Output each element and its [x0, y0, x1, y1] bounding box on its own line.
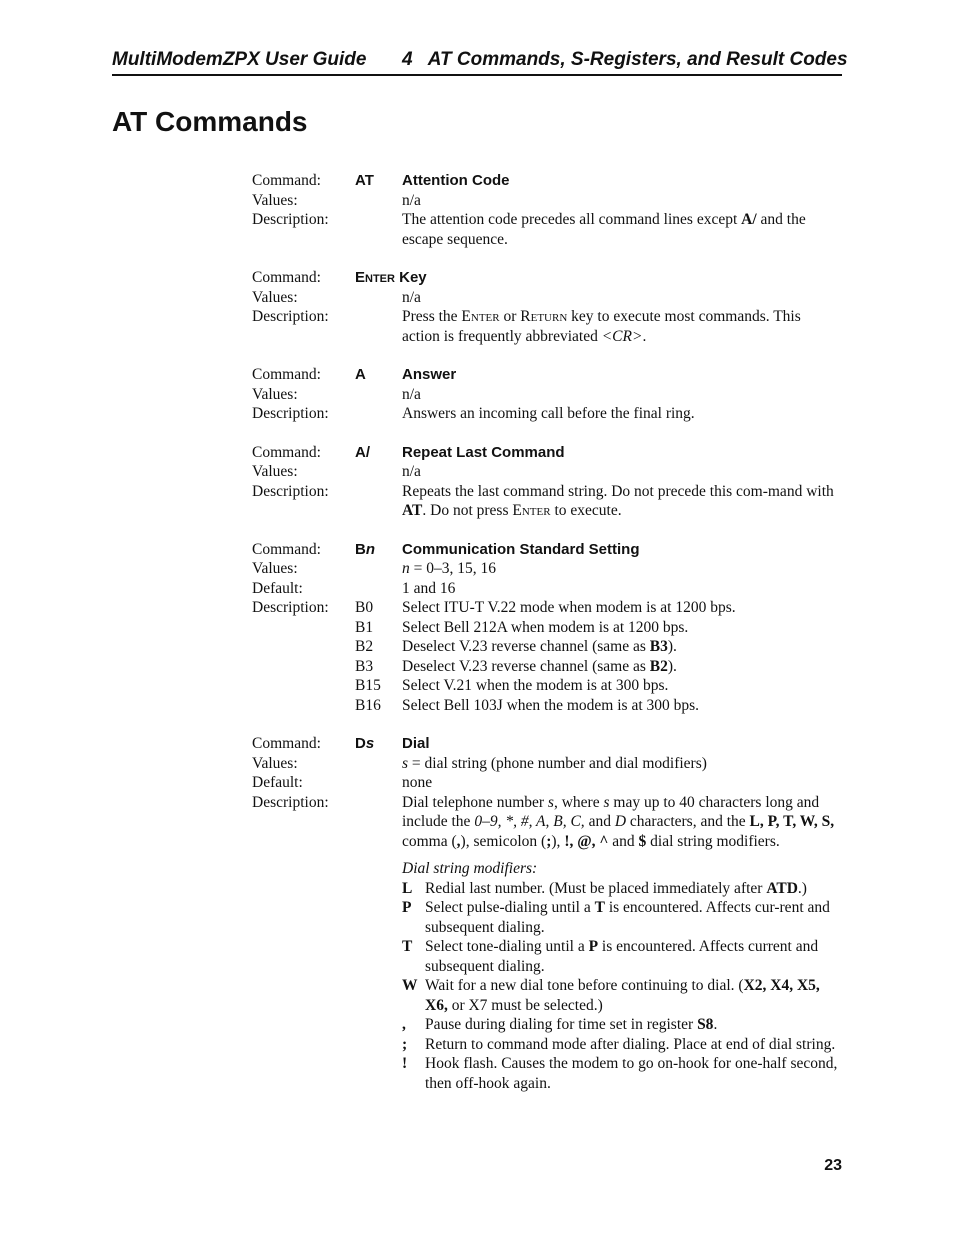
command-label: Command:: [252, 735, 321, 752]
option-code: B15: [355, 677, 381, 694]
values-label: Values:: [252, 560, 298, 577]
command-label: Command:: [252, 172, 321, 189]
command-title: Attention Code: [402, 172, 510, 189]
command-label: Command:: [252, 443, 321, 461]
modifier-text: Hook flash. Causes the modem to go on-hook for one-half second, then off-hook again.: [425, 1055, 838, 1092]
command-title: Repeat Last Command: [402, 443, 565, 461]
command-code: Bn: [355, 540, 376, 558]
values-label: Values:: [252, 463, 298, 480]
modifier-item: [402, 1054, 842, 1093]
modifier-key: ,: [402, 1016, 406, 1033]
modifier-key: L: [402, 879, 413, 897]
command-label: Command:: [252, 366, 321, 383]
option-text: Deselect V.23 reverse channel (same as B2).: [402, 657, 677, 675]
command-entry-ds: [252, 734, 852, 1093]
option-code: B0: [355, 599, 374, 616]
modifier-text: Pause during dialing for time set in register S8.: [425, 1016, 718, 1033]
values-text: n/a: [402, 288, 421, 306]
command-entry-bn: [252, 540, 852, 716]
values-text: s = dial string (phone number and dial modifiers): [402, 754, 707, 772]
modifier-key: T: [402, 938, 413, 955]
command-code: AT: [355, 172, 374, 189]
values-text: n/a: [402, 191, 421, 209]
default-text: none: [402, 774, 433, 791]
command-label: Command:: [252, 540, 321, 558]
option-code: B1: [355, 618, 374, 636]
default-label: Default:: [252, 579, 303, 597]
description-label: Description:: [252, 211, 329, 228]
option-text: Select Bell 212A when modem is at 1200 bps.: [402, 618, 689, 636]
values-text: n/a: [402, 385, 421, 403]
description-label: Description:: [252, 482, 329, 500]
command-title: Answer: [402, 366, 457, 383]
modifier-key: P: [402, 899, 412, 916]
command-entry-a: [252, 365, 852, 424]
values-label: Values:: [252, 288, 298, 306]
modifier-item: [402, 1035, 842, 1055]
modifier-key: !: [402, 1055, 408, 1072]
modifier-key: ;: [402, 1035, 408, 1053]
description-text: The attention code precedes all command lines except A/ and the escape sequence.: [402, 211, 806, 248]
modifier-item: [402, 898, 842, 937]
modifier-text: Redial last number. (Must be placed immediately after ATD.): [425, 879, 807, 897]
values-label: Values:: [252, 191, 298, 209]
description-text: Repeats the last command string. Do not precede this com-mand with AT. Do not press Enter to execute.: [402, 482, 834, 519]
command-entry-enter: [252, 268, 852, 346]
modifier-text: Return to command mode after dialing. Place at end of dial string.: [425, 1035, 836, 1053]
command-entry-a-slash: [252, 443, 852, 521]
command-title: Dial: [402, 735, 430, 752]
option-text: Deselect V.23 reverse channel (same as B3).: [402, 638, 677, 655]
command-code: A: [355, 366, 366, 383]
modifier-text: Select pulse-dialing until a T is encountered. Affects cur-rent and subsequent dialing.: [425, 899, 830, 936]
command-title: Enter Key: [355, 269, 427, 286]
command-title: Communication Standard Setting: [402, 540, 640, 558]
modifier-item: [402, 1015, 842, 1035]
option-text: Select ITU-T V.22 mode when modem is at 1200 bps.: [402, 599, 736, 616]
option-code: B16: [355, 696, 381, 714]
option-text: Select V.21 when the modem is at 300 bps.: [402, 677, 669, 694]
values-text: n/a: [402, 463, 421, 480]
default-text: 1 and 16: [402, 579, 456, 597]
values-text: n = 0–3, 15, 16: [402, 560, 496, 577]
modifier-item: [402, 879, 842, 899]
modifier-key: W: [402, 977, 418, 994]
page-title: AT Commands: [112, 106, 308, 137]
page-number: 23: [824, 1157, 842, 1174]
command-entry-at: [252, 171, 852, 249]
modifier-text: Wait for a new dial tone before continuing to dial. (X2, X4, X5, X6, or X7 must be selected.): [425, 977, 820, 1014]
description-label: Description:: [252, 599, 329, 616]
modifier-item: [402, 976, 842, 1015]
description-label: Description:: [252, 308, 329, 325]
description-text: Dial telephone number s, where s may up to 40 characters long and include the 0–9, *, #, A, B, C, and D characters, and the L, P, T, W, S, comma (,), semicolon (;), !, @, ^ and $ dial string modifiers.: [402, 793, 835, 850]
dial-modifiers-list: [402, 851, 842, 1093]
command-label: Command:: [252, 269, 321, 286]
running-header: [112, 48, 848, 76]
command-code: Ds: [355, 735, 375, 752]
option-text: Select Bell 103J when the modem is at 300 bps.: [402, 696, 700, 714]
description-label: Description:: [252, 405, 329, 422]
option-code: B2: [355, 638, 374, 655]
header-chapter-title: 4 AT Commands, S-Registers, and Result Codes: [402, 49, 848, 70]
default-label: Default:: [252, 774, 303, 791]
modifier-text: Select tone-dialing until a P is encountered. Affects current and subsequent dialing.: [425, 938, 819, 975]
values-label: Values:: [252, 385, 298, 403]
description-text: Answers an incoming call before the final ring.: [402, 405, 695, 422]
description-text: Press the Enter or Return key to execute most commands. This action is frequently abbreviated <CR>.: [402, 308, 801, 345]
header-guide-title: MultiModemZPX User Guide: [112, 49, 367, 70]
command-list: [252, 171, 852, 1112]
description-label: Description:: [252, 793, 329, 811]
dial-modifiers-heading: Dial string modifiers:: [402, 860, 538, 877]
option-code: B3: [355, 657, 374, 675]
values-label: Values:: [252, 754, 298, 772]
command-code: A/: [355, 443, 370, 461]
modifier-item: [402, 937, 842, 976]
